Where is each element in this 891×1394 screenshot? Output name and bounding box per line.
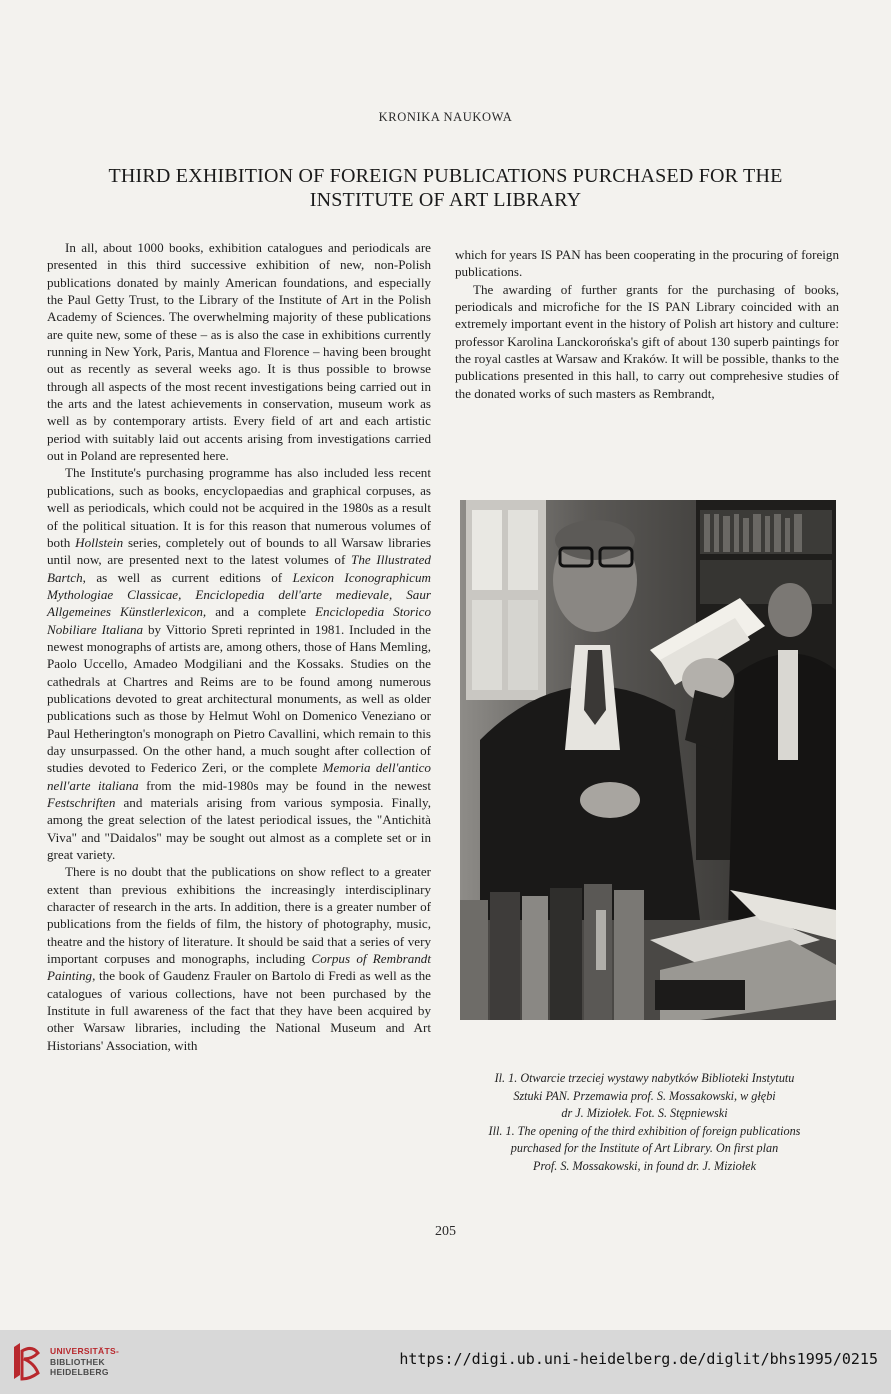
photo-caption xyxy=(447,1070,842,1176)
caption-pl-line-2: Sztuki PAN. Przemawia prof. S. Mossakowski, w głębi xyxy=(513,1088,776,1103)
viewer-footer xyxy=(0,1330,891,1394)
caption-en-line-1: Ill. 1. The opening of the third exhibition of foreign publications xyxy=(488,1123,801,1138)
university-library-logo-icon[interactable] xyxy=(8,1339,44,1385)
photo-illustration xyxy=(460,500,836,1020)
running-head: KRONIKA NAUKOWA xyxy=(378,110,513,124)
left-column xyxy=(47,239,431,1054)
caption-pl-line-3: dr J. Miziołek. Fot. S. Stępniewski xyxy=(561,1106,728,1121)
university-library-logo-text[interactable]: UNIVERSITÄTS- BIBLIOTHEK HEIDELBERG xyxy=(50,1346,120,1377)
caption-en-line-2: purchased for the Institute of Art Library. On first plan xyxy=(510,1141,779,1156)
page-number: 205 xyxy=(435,1224,456,1239)
paragraph-3: There is no doubt that the publications on show reflect to a greater extent than previous exhibitions the increasingly interdisciplinary character of research in the arts. In addition, there is a greater number of publications from the fields of film, the history of photography, music, theatre and the history of literature. It should be said that a series of very important corpuses and monographs, including Corpus of Rembrandt Painting, the book of Gaudenz Frauler on Bartolo di Fredi as well as the catalogues of various collections, have not been purchased by the Institute in full awareness of the fact that they have been acquired by other Warsaw libraries, including the National Museum and Art Historians' Association, with xyxy=(47,864,431,1053)
exhibition-photo xyxy=(460,500,836,1020)
title-line-1: THIRD EXHIBITION OF FOREIGN PUBLICATIONS PURCHASED FOR THE xyxy=(108,165,783,187)
caption-pl-line-1: Il. 1. Otwarcie trzeciej wystawy nabytków Biblioteki Instytutu xyxy=(494,1071,795,1085)
paragraph-4: which for years IS PAN has been cooperating in the procuring of foreign publications. xyxy=(455,247,839,280)
permalink-url[interactable]: https://digi.ub.uni-heidelberg.de/diglit/bhs1995/0215 xyxy=(399,1350,878,1368)
paragraph-5: The awarding of further grants for the purchasing of books, periodicals and microfiche for the IS PAN Library coincided with an extremely important event in the history of Polish art history and culture: professor Karolina Lanckorońska's gift of about 130 superb paintings for the royal castles at Warsaw and Kraków. It will be possible, thanks to the publications presented in this hall, to carry out comprehesive studies of the donated works of such masters as Rembrandt, xyxy=(455,281,839,401)
title-line-2: INSTITUTE OF ART LIBRARY xyxy=(309,189,582,211)
right-column xyxy=(455,246,839,402)
caption-en-line-3: Prof. S. Mossakowski, in found dr. J. Miziołek xyxy=(533,1158,756,1173)
paragraph-1: In all, about 1000 books, exhibition catalogues and periodicals are presented in this third successive exhibition of new, non-Polish publications donated by mainly American foundations, and especially the Paul Getty Trust, to the Library of the Institute of Art in the Polish Academy of Sciences. The overwhelming majority of these publications are quite new, some of these – as is also the case in exhibitions currently running in New York, Paris, Mantua and Florence – having been brought out as recently as several weeks ago. It is thus possible to browse through all aspects of the most recent investigations being carried out in the arts and the latest achievements in conservation, museum work as well as by contemporary artists. Every field of art and each artistic period with suitably laid out accents arising from investigations carried out in Poland are represented here. xyxy=(47,240,431,464)
paragraph-2: The Institute's purchasing programme has also included less recent publications, such as books, encyclopaedias and graphical corpuses, as well as periodicals, which could not be acquired in the 1980s as a result of the political situation. It is for this reason that numerous volumes of both Hollstein series, completely out of bounds to all Warsaw libraries until now, are presented next to the latest volumes of The Illustrated Bartch, as well as current editions of Lexicon Iconographicum Mythologiae Classicae, Enciclopedia dell'arte medievale, Saur Allgemeines Künstlerlexicon, and a complete Enciclopedia Storico Nobiliare Italiana by Vittorio Spreti reprinted in 1981. Included in the newest monographs of artists are, among others, those of Hans Memling, Paolo Uccello, Amadeo Modgiliani and the Kossaks. Studies on the cathedrals at Chartres and Reims are to be found among numerous publications devoted to great architectural monuments, as well as older publications such as those by Helmut Wohl on Domenico Veneziano or Paul Hetherington's monograph on Pietro Cavallini, which remain to this day unsurpassed. On the other hand, a much sought after collection of studies devoted to Federico Zeri, or the complete Memoria dell'antico nell'arte italiana from the mid-1980s may be found in the newest Festschriften and materials arising from various symposia. Finally, among the great selection of the latest periodical issues, the "Antichità Viva" and "Daidalos" may be sought out almost as a complete set or in great variety. xyxy=(47,465,431,863)
article-title xyxy=(60,164,831,212)
